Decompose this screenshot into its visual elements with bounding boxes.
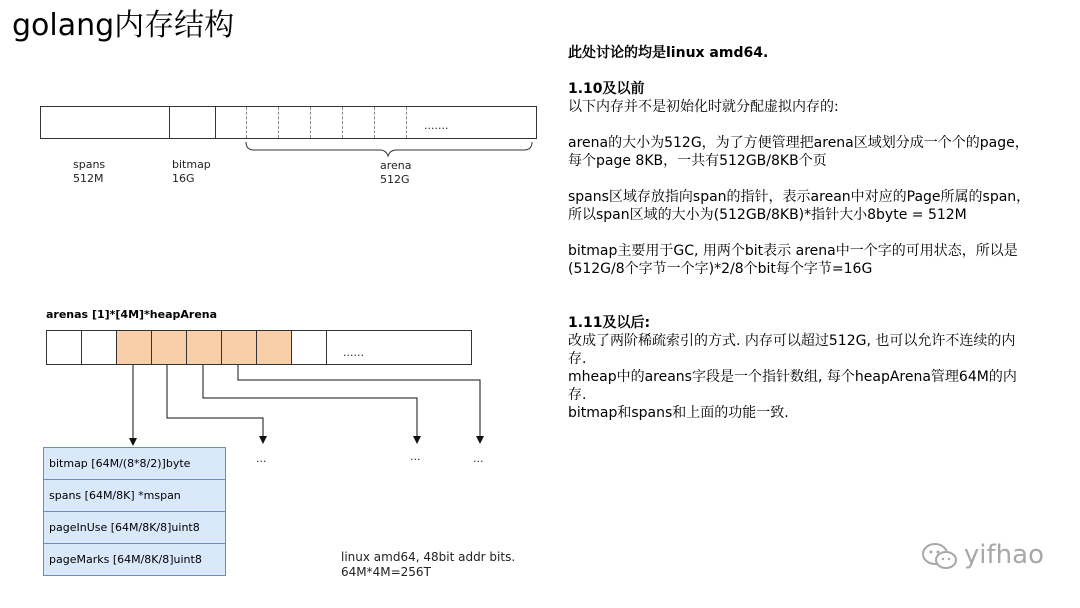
section-1-10-intro: 以下内存并不是初始化时就分配虚拟内存的: bbox=[568, 99, 839, 115]
branch-ellipsis: ... bbox=[473, 452, 484, 465]
bitmap-desc-line: bitmap主要用于GC, 用两个bit表示 arena中一个字的可用状态，所以是 bbox=[568, 243, 1018, 259]
section-1-11-title: 1.11及以后: bbox=[568, 315, 651, 331]
heap-arena-field: pageInUse [64M/8K/8]uint8 bbox=[43, 512, 226, 544]
heap-arena-field: spans [64M/8K] *mspan bbox=[43, 480, 226, 512]
bitmap-desc-line: (512G/8个字节一个字)*2/8个bit每个字节=16G bbox=[568, 261, 873, 277]
section-1-11-line: bitmap和spans和上面的功能一致. bbox=[568, 405, 789, 421]
bitmap-size: 16G bbox=[172, 172, 195, 185]
spans-label: spans bbox=[73, 158, 106, 171]
watermark-text: yifhao bbox=[963, 540, 1044, 570]
arena-desc-line: arena的大小为512G，为了方便管理把arena区域划分成一个个的page， bbox=[568, 135, 1029, 151]
wechat-icon bbox=[920, 541, 960, 571]
watermark bbox=[920, 540, 1044, 571]
section-1-11-line: 存. bbox=[568, 387, 587, 403]
section-1-10-title: 1.10及以前 bbox=[568, 81, 645, 97]
addr-note-line2: 64M*4M=256T bbox=[341, 565, 431, 579]
arena-desc-line: 每个page 8KB，一共有512GB/8KB个页 bbox=[568, 153, 827, 169]
arenas-label: arenas [1]*[4M]*heapArena bbox=[46, 308, 218, 321]
arenas-ellipsis: ...... bbox=[343, 346, 364, 359]
branch-ellipsis: ... bbox=[410, 450, 421, 463]
section-1-11-line: 存. bbox=[568, 351, 587, 367]
spans-desc-line: 所以span区域的大小为(512GB/8KB)*指针大小8byte = 512M bbox=[568, 207, 967, 223]
legacy-ellipsis: ....... bbox=[424, 119, 449, 132]
section-1-11-line: mheap中的areans字段是一个指针数组, 每个heapArena管理64M的内 bbox=[568, 369, 1017, 385]
spans-size: 512M bbox=[73, 172, 104, 185]
heap-arena-field: pageMarks [64M/8K/8]uint8 bbox=[43, 544, 226, 576]
arena-label: arena bbox=[380, 159, 412, 172]
explanation-text bbox=[568, 44, 1068, 422]
spans-desc-line: spans区域存放指向span的指针，表示arean中对应的Page所属的span， bbox=[568, 189, 1031, 205]
branch-ellipsis: ... bbox=[256, 452, 267, 465]
heap-arena-field: bitmap [64M/(8*8/2)]byte bbox=[43, 447, 226, 480]
arena-size: 512G bbox=[380, 173, 410, 186]
heading: 此处讨论的均是linux amd64. bbox=[568, 45, 769, 61]
slide-title: golang内存结构 bbox=[12, 8, 235, 43]
addr-note-line1: linux amd64, 48bit addr bits. bbox=[341, 550, 516, 564]
section-1-11-line: 改成了两阶稀疏索引的方式. 内存可以超过512G, 也可以允许不连续的内 bbox=[568, 333, 1016, 349]
bitmap-label: bitmap bbox=[172, 158, 211, 171]
